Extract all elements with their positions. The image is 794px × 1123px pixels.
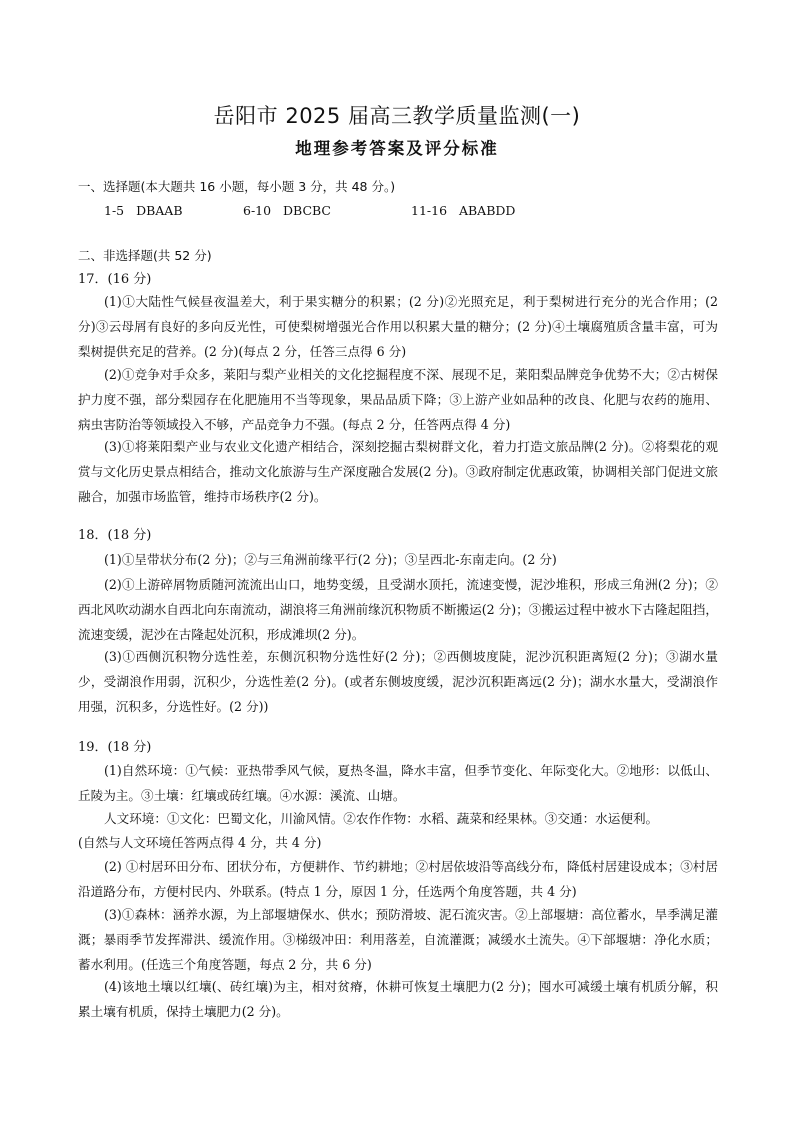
section-1-heading: 一、选择题(本大题共 16 小题，每小题 3 分，共 48 分。) (78, 179, 396, 194)
answer-group-1 (104, 203, 183, 218)
answer-range: 6-10 (243, 203, 272, 218)
question-18-part-1: (1)①呈带状分布(2 分)；②与三角洲前缘平行(2 分)；③呈西北-东南走向。(2 分) (104, 552, 557, 567)
answer-group-2 (243, 203, 331, 218)
question-19-part-1-scoring: (自然与人文环境任答两点得 4 分，共 4 分) (78, 835, 322, 850)
question-17-part-1: (1)①大陆性气候昼夜温差大，利于果实糖分的积累；(2 分)②光照充足，利于梨树进行充分的光合作用；(2 分)③云母屑有良好的多向反光性，可使梨树增强光合作用以积累大量的糖分；(2 分)④土壤腐殖质含量丰富，可为梨树提供充足的营养。(2 分)(每点 2 分，任答三点得 6 分) (78, 294, 718, 359)
answer-range: 1-5 (104, 203, 125, 218)
section-2-heading: 二、非选择题(共 52 分) (78, 248, 212, 263)
question-19-part-4: (4)该地土壤以红壤(、砖红壤)为主，相对贫瘠，休耕可恢复土壤肥力(2 分)；囤水可减缓土壤有机质分解，积累土壤有机质，保持土壤肥力(2 分)。 (78, 979, 718, 1019)
question-17-part-3: (3)①将莱阳梨产业与农业文化遗产相结合，深刻挖掘古梨树群文化，着力打造文旅品牌(2 分)。②将梨花的观赏与文化历史景点相结合，推动文化旅游与生产深度融合发展(2 分)。③政府制定优惠政策，协调相关部门促进文旅融合，加强市场监管，维持市场秩序(2 分)。 (78, 439, 718, 504)
question-19-part-1-human: 人文环境：①文化：巴蜀文化，川渝风情。②农作作物：水稻、蔬菜和经果林。③交通：水运便利。 (104, 811, 659, 826)
answer-keys: ABABDD (458, 203, 516, 218)
question-17-part-2: (2)①竞争对手众多，莱阳与梨产业相关的文化挖掘程度不深、展现不足，莱阳梨品牌竞争优势不大；②古树保护力度不强，部分梨园存在化肥施用不当等现象，果品品质下降；③上游产业如品种的改良、化肥与农药的施用、病虫害防治等领域投入不够，产品竞争力不强。(每点 2 分，任答两点得 4 分) (78, 367, 718, 432)
question-19-part-1: (1)自然环境：①气候：亚热带季风气候，夏热冬温，降水丰富，但季节变化、年际变化大。②地形：以低山、丘陵为主。③土壤：红壤或砖红壤。④水源：溪流、山塘。 (78, 763, 718, 803)
answer-keys: DBCBC (283, 203, 332, 218)
page-subtitle: 地理参考答案及评分标准 (295, 139, 499, 158)
question-18-part-2: (2)①上游碎屑物质随河流流出山口，地势变缓，且受湖水顶托，流速变慢，泥沙堆积，形成三角洲(2 分)；②西北风吹动湖水自西北向东南流动，湖浪将三角洲前缘沉积物质不断搬运(2 分)；③搬运过程中被水下古隆起阻挡，流速变缓，泥沙在古隆起处沉积，形成滩坝(2 分)。 (78, 577, 718, 642)
answer-group-3 (411, 203, 515, 218)
question-18-label: 18．(18 分) (78, 528, 152, 543)
question-19-label: 19．(18 分) (78, 740, 152, 755)
answer-range: 11-16 (411, 203, 448, 218)
question-17-label: 17．(16 分) (78, 272, 152, 287)
question-19-part-3: (3)①森林：涵养水源，为上部堰塘保水、供水；预防滑坡、泥石流灾害。②上部堰塘：高位蓄水，旱季满足灌溉；暴雨季节发挥滞洪、缓流作用。③梯级冲田：利用落差，自流灌溉；减缓水土流失。④下部堰塘：净化水质；蓄水利用。(任选三个角度答题，每点 2 分，共 6 分) (78, 907, 718, 972)
question-19-part-2: (2) ①村居环田分布、团状分布，方便耕作、节约耕地；②村居依坡沿等高线分布，降低村居建设成本；③村居沿道路分布，方便村民内、外联系。(特点 1 分，原因 1 分，任选两个角度答题，共 4 分) (78, 859, 718, 899)
page-title: 岳阳市 2025 届高三教学质量监测(一) (213, 104, 581, 128)
question-18-part-3: (3)①西侧沉积物分选性差，东侧沉积物分选性好(2 分)；②西侧坡度陡，泥沙沉积距离短(2 分)；③湖水量少，受湖浪作用弱，沉积少，分选性差(2 分)。(或者东侧坡度缓，泥沙沉积距离远(2 分)；湖水水量大，受湖浪作用强，沉积多，分选性好。(2 分)) (78, 649, 718, 714)
answer-keys: DBAAB (136, 203, 183, 218)
